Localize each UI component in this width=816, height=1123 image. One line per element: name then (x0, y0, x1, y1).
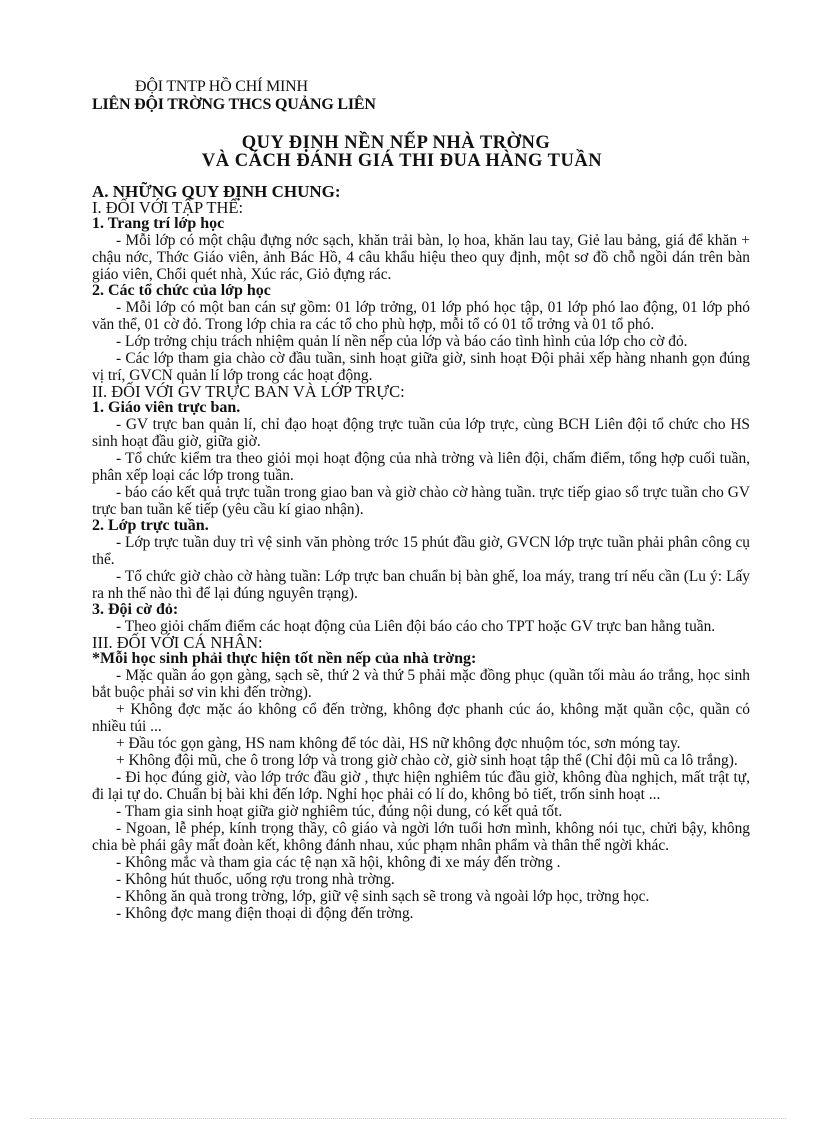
doc-title-line2: VÀ CÁCH ĐÁNH GIÁ THI ĐUA HÀNG TUẦN (201, 151, 603, 171)
paragraph: + Không đợc mặc áo không cổ đến trờng, không đợc phanh cúc áo, không mặt quần cộc, quần có nhiều túi ... (92, 701, 750, 735)
paragraph: - báo cáo kết quả trực tuần trong giao ban và giờ chào cờ hàng tuần. trực tiếp giao sổ trực tuần cho GV trực ban tuần kế tiếp (yêu cầu kí giao nhận). (92, 484, 750, 518)
paragraph: - Lớp trởng chịu trách nhiệm quản lí nền nếp của lớp và báo cáo tình hình của lớp cho cờ đỏ. (116, 333, 688, 350)
part-ii-sub1-heading: 1. Giáo viên trực ban. (92, 399, 241, 416)
part-ii-sub2-heading: 2. Lớp trực tuần. (92, 517, 209, 534)
paragraph: - Mặc quần áo gọn gàng, sạch sẽ, thứ 2 và thứ 5 phải mặc đồng phục (quần tối màu áo trắng, học sinh bắt buộc phải sơ vin khi đến trờng). (92, 667, 750, 701)
paragraph: + Không đội mũ, che ô trong lớp và trong giờ chào cờ, giờ sinh hoạt tập thể (Chỉ đội mũ ca lô trắng). (116, 752, 738, 769)
paragraph: + Đầu tóc gọn gàng, HS nam không để tóc dài, HS nữ không đợc nhuộm tóc, sơn móng tay. (116, 735, 681, 752)
paragraph: - Ngoan, lễ phép, kính trọng thầy, cô giáo và ngời lớn tuổi hơn mình, không nói tục, chửi bậy, không chia bè phái gây mất đoàn kết, không đánh nhau, xúc phạm nhân phẩm và thân thể ngời khác. (92, 820, 750, 854)
paragraph: - Không ăn quà trong trờng, lớp, giữ vệ sinh sạch sẽ trong và ngoài lớp học, trờng học. (116, 888, 650, 905)
paragraph: - Không mắc và tham gia các tệ nạn xã hội, không đi xe máy đến trờng . (116, 854, 561, 871)
part-ii-heading: II. ĐỐI VỚI GV TRỰC BAN VÀ LỚP TRỰC: (92, 382, 405, 401)
paragraph: - GV trực ban quản lí, chỉ đạo hoạt động trực tuần của lớp trực, cùng BCH Liên đội tổ chức cho HS sinh hoạt đầu giờ, giữa giờ. (92, 416, 750, 450)
part-i-sub1-heading: 1. Trang trí lớp học (92, 215, 225, 232)
paragraph: - Không đợc mang điện thoại di động đến trờng. (116, 905, 414, 922)
org-name-line2: LIÊN ĐỘI TRỜNG THCS QUẢNG LIÊN (92, 96, 376, 113)
part-i-heading: I. ĐỐI VỚI TẬP THỂ: (92, 198, 244, 217)
paragraph: - Theo giỏi chấm điểm các hoạt động của Liên đội báo cáo cho TPT hoặc GV trực ban hằng tuần. (116, 618, 716, 635)
paragraph: - Tổ chức kiểm tra theo giỏi mọi hoạt động của nhà trờng và liên đội, chấm điểm, tổng hợp cuối tuần, phân xếp loại các lớp trong tuần. (92, 450, 750, 484)
part-iii-lead: *Mỗi học sinh phải thực hiện tốt nền nếp của nhà trờng: (92, 650, 477, 667)
paragraph: - Mỗi lớp có một chậu đựng nớc sạch, khăn trải bàn, lọ hoa, khăn lau tay, Giẻ lau bảng, giá để khăn + chậu nớc, Thớc Giáo viên, ảnh Bác Hồ, 4 câu khẩu hiệu theo quy định, một sơ đồ chỗ ngồi dán trên bàn giáo viên, Chổi quét nhà, Xúc rác, Giỏ đựng rác. (92, 232, 750, 283)
document-body (92, 183, 750, 922)
paragraph: - Lớp trực tuần duy trì vệ sinh văn phòng trớc 15 phút đầu giờ, GVCN lớp trực tuần phải phân công cụ thể. (92, 534, 750, 568)
paragraph: - Đi học đúng giờ, vào lớp trớc đầu giờ , thực hiện nghiêm túc đầu giờ, không đùa nghịch, mất trật tự, đi lại tự do. Chuẩn bị bài khi đến lớp. Nghỉ học phải có lí do, không bỏ tiết, trốn sinh hoạt ... (92, 769, 750, 803)
paragraph: - Tham gia sinh hoạt giữa giờ nghiêm túc, đúng nội dung, có kết quả tốt. (116, 803, 563, 820)
doc-title-line1: QUY ĐỊNH NỀN NẾP NHÀ TRỜNG (241, 133, 551, 153)
org-name-line1: ĐỘI TNTP HỒ CHÍ MINH (135, 78, 308, 95)
page-bottom-divider (30, 1118, 786, 1119)
part-iii-heading: III. ĐỐI VỚI CÁ NHÂN: (92, 633, 263, 652)
part-ii-sub3-heading: 3. Đội cờ đỏ: (92, 601, 179, 618)
paragraph: - Các lớp tham gia chào cờ đầu tuần, sinh hoạt giữa giờ, sinh hoạt Đội phải xếp hàng nhanh gọn đúng vị trí, GVCN quản lí lớp trong các hoạt động. (92, 350, 750, 384)
section-a-heading: A. NHỮNG QUY ĐỊNH CHUNG: (92, 182, 341, 201)
paragraph: - Mỗi lớp có một ban cán sự gồm: 01 lớp trởng, 01 lớp phó học tập, 01 lớp phó lao động, 01 lớp phó văn thể, 01 cờ đỏ. Trong lớp chia ra các tổ cho phù hợp, mỗi tổ có 01 tổ trởng và 01 tổ phó. (92, 299, 750, 333)
part-i-sub2-heading: 2. Các tổ chức của lớp học (92, 282, 271, 299)
paragraph: - Tổ chức giờ chào cờ hàng tuần: Lớp trực ban chuẩn bị bàn ghế, loa máy, trang trí nếu cần (Lu ý: Lấy ra nh thế nào thì để lại đúng nguyên trạng). (92, 568, 750, 602)
paragraph: - Không hút thuốc, uống rợu trong nhà trờng. (116, 871, 395, 888)
